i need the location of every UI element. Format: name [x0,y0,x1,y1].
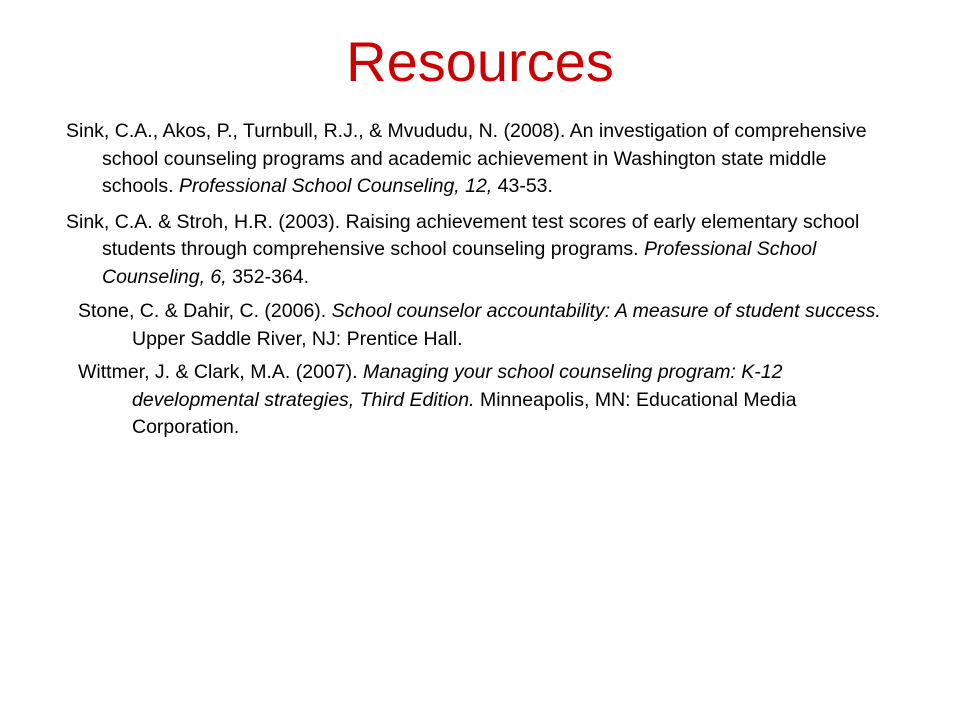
reference-pages: 43-53. [492,175,553,197]
reference-text: Stone, C. & Dahir, C. (2006). [78,300,332,322]
reference-text: Sink, C.A., Akos, P., Turnbull, R.J., & Mvududu, N. (2008). An investigation of comprehensive school counseling programs and academic achievement in Washington state middle schools. [66,120,867,197]
slide-title: Resources [346,30,614,93]
reference-wittmer-2007 [0,359,892,442]
reference-book-title: School counselor accountability: A measure of student success. [331,300,881,322]
reference-stone-2006 [0,298,892,353]
reference-book-title: Managing your school counseling program: K-12 developmental strategies, Third Edition. [132,361,783,411]
reference-text: Wittmer, J. & Clark, M.A. (2007). [78,361,363,383]
reference-journal: Professional School Counseling, 6, [102,238,817,288]
reference-text: Sink, C.A. & Stroh, H.R. (2003). Raising achievement test scores of early elementary school students through comprehensive school counseling programs. [66,210,860,260]
reference-sink-2003 [0,209,892,292]
references-list [0,118,960,450]
reference-publisher: Minneapolis, MN: Educational Media Corporation. [132,388,797,438]
reference-publisher: Upper Saddle River, NJ: Prentice Hall. [132,327,463,350]
reference-journal: Professional School Counseling, 12, [178,175,493,197]
reference-pages: 352-364. [226,265,310,288]
reference-sink-2008 [0,118,892,201]
